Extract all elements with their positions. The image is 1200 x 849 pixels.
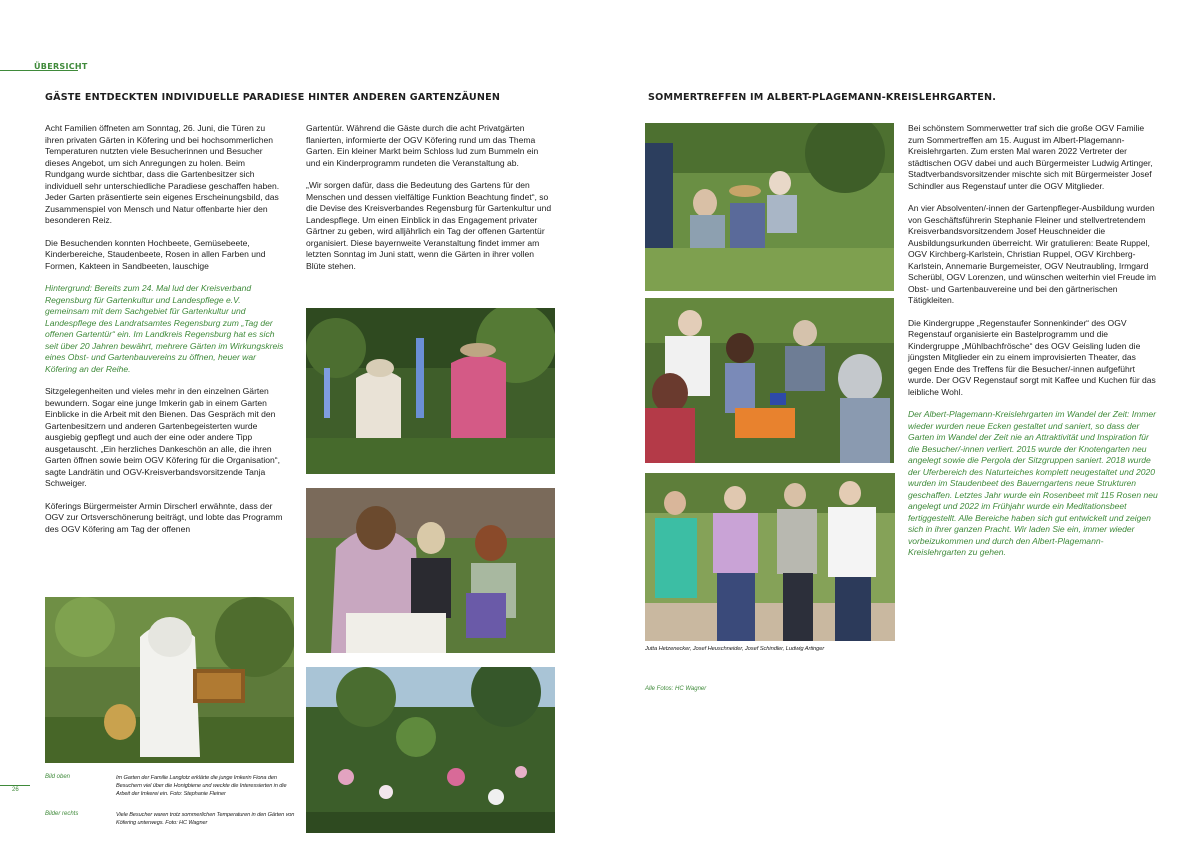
paragraph: Köferings Bürgermeister Armin Dirscherl erwähnte, dass der OGV zur Ortsverschönerung beiträgt, und lobte das Programm des OGV Köfering am Tag der offenen: [45, 500, 283, 534]
caption-text: Im Garten der Familie Langlotz erklärte die junge Imkerin Fiona den Besuchern viel über die Honigbiene und weckte die Interessierten in die Arbeit der Imkerei ein. Foto: Stephanie Fleiner: [116, 775, 287, 797]
history-note: Der Albert-Plagemann-Kreislehrgarten im Wandel der Zeit: Immer wieder wurden neue Ecken gestaltet und saniert, so dass der Garten im Wandel der Zeit nie an Attraktivität und Inspiration für die Besucher/-innen verliert. 2015 wurde der Knotengarten neu angelegt sowie die Pergola der Sitzgruppen saniert. 2018 wurde der Uferbereich des Naturteiches komplett neugestaltet und 2020 wurden im Staudenbeet des Bauerngartens neue Strukturen geschaffen. Letztes Jahr wurde ein Rosenbeet mit 115 Rosen neu angelegt und 2022 im Frühjahr wurde ein Meditationsbeet fertiggestellt. Alle Bereiche haben sich gut entwickelt und zeigen sich in ihrer ganzen Pracht. Wir laden Sie ein, immer wieder vorbeizukommen und durch den Albert-Plagemann-Kreislehrgarten zu gehen.: [908, 409, 1158, 557]
coffee-table-photo: [645, 298, 894, 463]
photo-credit: Alle Fotos: HC Wagner: [645, 686, 707, 692]
paragraph: Die Kindergruppe „Regenstaufer Sonnenkinder“ des OGV Regenstauf organisierte ein Bastelprogramm und die Kindergruppe „Mühlbachfrösche“ des OGV Geisling luden die jüngsten Mitglieder ein zu einem improvisierten Theater, das gegen Ende des Treffens für die Besucher/-innen aufgeführt wurde. Der OGV Regenstauf sorgt mit Kaffee und Kuchen für das leibliche Wohl.: [908, 317, 1156, 397]
paragraph: Sitzgelegenheiten und vieles mehr in den einzelnen Gärten bewundern. Sogar eine junge Imkerin gab in einem Garten Einblicke in die Arbeit mit den Bienen. Das Gespräch mit den Gartenbesitzern und anderen Gartenbegeisterten wurde ausgiebig gepflegt und auch der eine oder andere Tipp ausgetauscht. „Ein herzliches Dankeschön an alle, die ihren Garten öffnen sowie beim OGV Köfering für die Organisation“, sagte Landrätin und OGV-Kreisverbandsvorsitzende Tanja Schweiger.: [45, 386, 281, 488]
paragraph: An vier Absolventen/-innen der Gartenpfleger-Ausbildung wurden von Geschäftsführerin Stephanie Fleiner und stellvertretendem Kreisverbandsvorsitzendem Josef Heuschneider die Ausbildungsurkunden überreicht. Wir gratulieren: Beate Ruppel, OGV Kirchberg-Karlstein, Christian Ruppel, OGV Kirchberg-Karlstein, Annemarie Burgemeister, OGV Neutraubling, Irmgard Scherübl, OGV Lorenzen, und wünschen weiterhin viel Freude im Obst- und Gartenbauvereine und bei den gärtnerischen Tätigkleiten.: [908, 203, 1156, 305]
paragraph: Die Besuchenden konnten Hochbeete, Gemüsebeete, Kinderbereiche, Staudenbeete, Rosen in allen Farben und Formen, Kakteen in Sandbeeten, lauschige: [45, 237, 266, 271]
paragraph: „Wir sorgen dafür, dass die Bedeutung des Gartens für den Menschen und dessen vielfältige Funktion Beachtung findet“, so die Devise des Kreisverbandes Regensburg für Gartenkultur und Landespflege. Um einen Einblick in das Engagement privater Gärtner zu geben, wird alljährlich ein Tag der offenen Gartentür organisiert. Diese bayernweite Veranstaltung findet immer am letzten Sonntag im Juni statt, wenn die Gärten in ihrer vollen Blüte stehen.: [306, 180, 552, 271]
beekeeper-photo: [45, 597, 294, 763]
rose-garden-photo: [306, 667, 555, 833]
garden-visitors-photo: [306, 308, 555, 474]
group-portrait-photo: [645, 473, 895, 641]
caption-label: Bilder rechts: [45, 811, 79, 817]
paragraph: Acht Familien öffneten am Sonntag, 26. Juni, die Türen zu ihren privaten Gärten in Köfering und bei hochsommerlichen Temperaturen nutzten viele Besucherinnen und Besucher dieses Angebot, um sich Anregungen zu holen. Beim Rundgang wurde sichtbar, dass die Gartenbesitzer sich individuell sehr unterschiedliche Paradiese geschaffen haben. Jeder Garten präsentierte sein eigenes Erscheinungsbild, das Zusammenspiel von Mensch und Natur offenbarte hier den besonderen Reiz.: [45, 123, 280, 225]
page-number: 26: [12, 787, 19, 793]
page-rule: [0, 785, 30, 786]
left-headline: GÄSTE ENTDECKTEN INDIVIDUELLE PARADIESE HINTER ANDEREN GARTENZÄUNEN: [45, 92, 501, 103]
right-headline: SOMMERTREFFEN IM ALBERT-PLAGEMANN-KREISLEHRGARTEN.: [648, 92, 997, 103]
summer-gathering-photo: [645, 123, 894, 291]
section-label: ÜBERSICHT: [34, 62, 88, 71]
caption-label: Bild oben: [45, 774, 71, 780]
caption-text: Viele Besucher waren trotz sommerlichen Temperaturen in den Gärten von Köfering unterwegs. Foto: HC Wagner: [116, 812, 295, 826]
right-column: [908, 123, 1160, 570]
paragraph: Bei schönstem Sommerwetter traf sich die große OGV Familie zum Sommertreffen am 15. August im Albert-Plagemann-Kreislehrgarten. Zum ersten Mal waren 2022 Vertreter der städtischen OGV dabei und auch Bürgermeister Ludwig Artinger, Stadtverbandsvorsitzender mischte sich mit Bürgermeister Josef Schindler aus Regenstauf unter die OGV Mitglieder.: [908, 123, 1153, 191]
paragraph: Gartentür. Während die Gäste durch die acht Privatgärten flanierten, informierte der OGV Köfering rund um das Thema Garten. Ein kleiner Markt beim Schloss lud zum Bummeln ein und ein Kinderprogramm rundeten die Veranstaltung ab.: [306, 123, 539, 168]
left-column-2: [306, 123, 554, 283]
background-note: Hintergrund: Bereits zum 24. Mal lud der Kreisverband Regensburg für Gartenkultur und Landespflege e.V. gemeinsam mit dem Sachgebiet für Gartenkultur und Landespflege des Landratsamtes Regensburg zum „Tag der offenen Gartentür“ ein. Im Landkreis Regensburg hat es sich seit über 20 Jahren bewährt, mehrere Gärten im Wirkungskreis eines Obst- und Gartenbauvereins zu öffnen, heuer war Köfering an der Reihe.: [45, 283, 284, 374]
left-column-1: [45, 123, 285, 546]
market-stand-photo: [306, 488, 555, 653]
group-photo-caption: Jutta Hetzenecker, Josef Heuschneider, Josef Schindler, Ludwig Artinger: [645, 646, 825, 652]
